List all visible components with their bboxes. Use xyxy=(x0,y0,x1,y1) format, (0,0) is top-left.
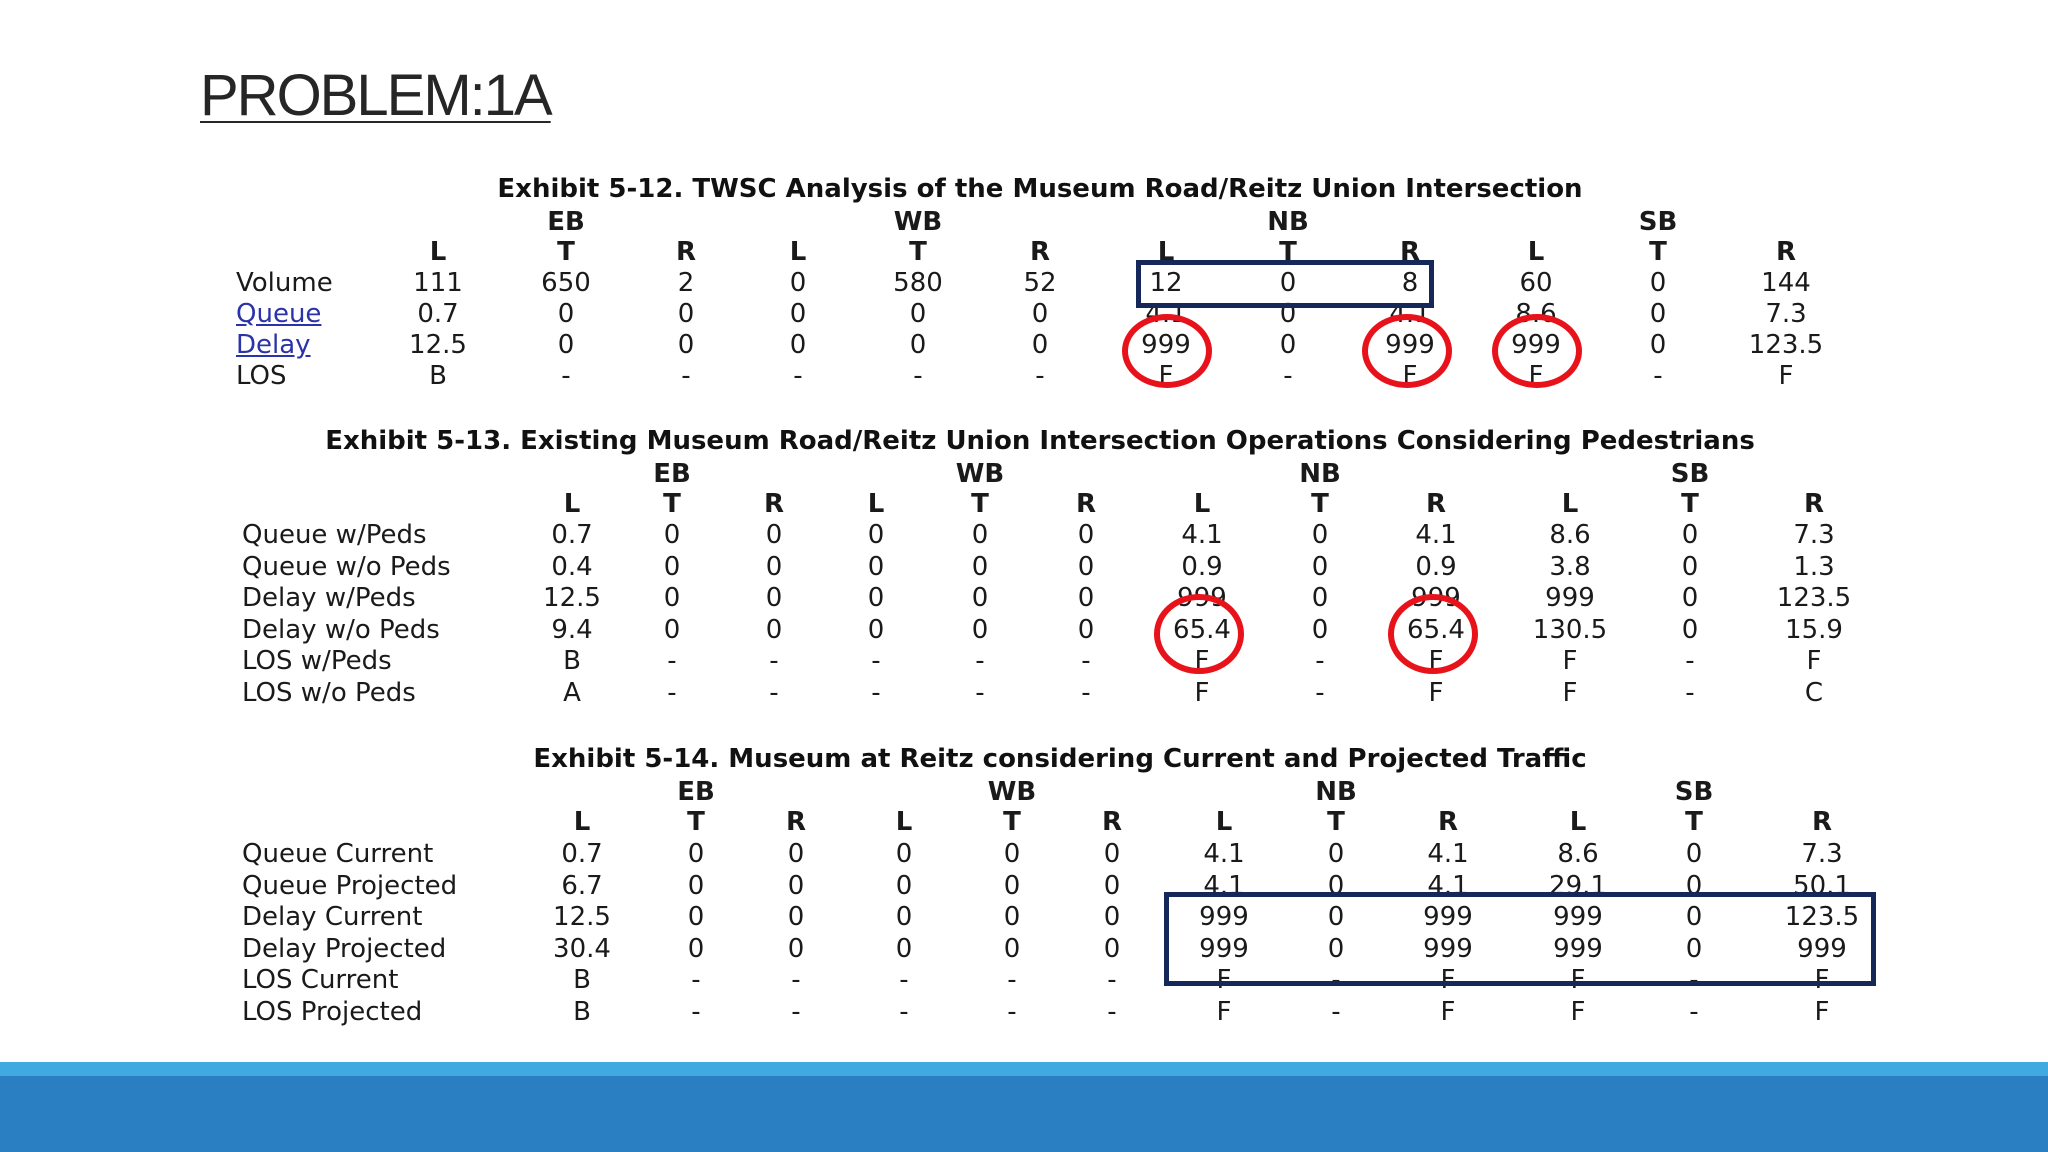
table-cell: 0 xyxy=(1077,551,1095,582)
row-label: Queue w/o Peds xyxy=(242,551,451,582)
movement-header: R xyxy=(1075,489,1097,519)
table-cell: 123.5 xyxy=(1748,330,1824,360)
movement-header: R xyxy=(763,489,785,519)
table-cell: - xyxy=(1331,997,1341,1027)
table-cell: 0 xyxy=(663,520,681,550)
table-cell: F xyxy=(1216,965,1232,996)
movement-header: R xyxy=(675,237,697,267)
table-cell: - xyxy=(1689,997,1699,1027)
table-cell: - xyxy=(1081,646,1091,677)
table-cell: 0 xyxy=(557,299,575,329)
table-cell: - xyxy=(913,361,923,391)
table-cell: 0 xyxy=(895,933,913,964)
footer-stripe xyxy=(0,1062,2048,1076)
table-cell: 999 xyxy=(1141,330,1191,360)
table-cell: 0 xyxy=(1311,614,1329,645)
nb-left-delay-wo-peds-highlight-ring xyxy=(1154,594,1244,674)
direction-header: EB xyxy=(653,459,691,489)
table-cell: 0 xyxy=(1681,583,1699,614)
table-cell: 4.1 xyxy=(1415,520,1457,550)
table-cell: 999 xyxy=(1423,933,1473,964)
table-cell: 29.1 xyxy=(1549,870,1607,901)
table-cell: F xyxy=(1814,965,1830,996)
table-cell: 0 xyxy=(1649,268,1667,298)
direction-header: EB xyxy=(677,777,715,807)
table-cell: 0 xyxy=(787,870,805,901)
table-cell: 15.9 xyxy=(1785,614,1843,645)
table-cell: B xyxy=(429,361,447,391)
table-cell: 0 xyxy=(765,520,783,550)
row-label: Volume xyxy=(236,268,333,298)
movement-header: R xyxy=(1437,807,1459,837)
table-cell: - xyxy=(691,997,701,1027)
table-cell: - xyxy=(1107,965,1117,996)
table-cell: 999 xyxy=(1797,933,1847,964)
direction-header: WB xyxy=(893,207,943,237)
table-cell: 999 xyxy=(1553,902,1603,933)
nb-right-delay-highlight-ring xyxy=(1362,314,1452,388)
table-cell: 999 xyxy=(1511,330,1561,360)
table-cell: 0 xyxy=(677,299,695,329)
table-cell: - xyxy=(791,965,801,996)
table-cell: C xyxy=(1804,678,1824,708)
table-cell: 0.7 xyxy=(551,520,593,550)
table-cell: 0 xyxy=(1003,902,1021,933)
table-cell: 4.1 xyxy=(1203,870,1245,901)
movement-header: L xyxy=(1527,237,1545,267)
table-cell: - xyxy=(1283,361,1293,391)
table-cell: 0.4 xyxy=(551,551,593,582)
table-cell: 4.1 xyxy=(1427,870,1469,901)
table-cell: 50.1 xyxy=(1793,870,1851,901)
table-cell: - xyxy=(1685,646,1695,677)
slide-title: PROBLEM:1A xyxy=(200,63,551,128)
table-cell: 0 xyxy=(1103,839,1121,869)
movement-header: R xyxy=(785,807,807,837)
table-cell: 0 xyxy=(1681,614,1699,645)
table-cell: - xyxy=(667,646,677,677)
movement-header: T xyxy=(687,807,705,837)
table-cell: - xyxy=(975,678,985,708)
table-cell: 0 xyxy=(1327,933,1345,964)
table-cell: 0 xyxy=(787,902,805,933)
table-cell: 7.3 xyxy=(1801,839,1843,869)
table-cell: 0 xyxy=(663,583,681,614)
table-cell: 999 xyxy=(1411,583,1461,614)
row-label: Queue Projected xyxy=(242,870,458,901)
movement-header: T xyxy=(1685,807,1703,837)
table-cell: F xyxy=(1570,997,1586,1027)
direction-header: NB xyxy=(1315,777,1357,807)
table-cell: 0 xyxy=(895,839,913,869)
table-cell: B xyxy=(573,997,591,1027)
table-cell: 580 xyxy=(893,268,943,298)
movement-header: L xyxy=(895,807,913,837)
table-cell: - xyxy=(1685,678,1695,708)
table-cell: - xyxy=(1007,965,1017,996)
table-cell: 0 xyxy=(1327,902,1345,933)
table-cell: - xyxy=(975,646,985,677)
table-cell: - xyxy=(899,965,909,996)
table-cell: F xyxy=(1194,678,1210,708)
table-cell: 7.3 xyxy=(1765,299,1807,329)
movement-header: L xyxy=(1193,489,1211,519)
direction-header: SB xyxy=(1674,777,1714,807)
table-cell: F xyxy=(1402,361,1418,391)
table-cell: F xyxy=(1814,997,1830,1027)
table-cell: 0 xyxy=(687,870,705,901)
table-cell: 0 xyxy=(1685,870,1703,901)
table-cell: 7.3 xyxy=(1793,520,1835,550)
table-cell: F xyxy=(1562,646,1578,677)
table-cell: 0 xyxy=(663,614,681,645)
table-cell: 0 xyxy=(971,614,989,645)
movement-header: T xyxy=(1327,807,1345,837)
delay-nb-sb-highlight-box xyxy=(1164,892,1876,986)
direction-header: WB xyxy=(987,777,1037,807)
table-cell: - xyxy=(769,646,779,677)
table-cell: 0 xyxy=(1077,583,1095,614)
table-cell: 12.5 xyxy=(543,583,601,614)
row-label-link[interactable]: Queue xyxy=(236,299,322,329)
nb-volume-highlight-box xyxy=(1136,260,1434,308)
table-cell: 0 xyxy=(765,583,783,614)
movement-header: T xyxy=(1279,237,1297,267)
table-cell: 0 xyxy=(1279,330,1297,360)
table-cell: 0 xyxy=(1103,933,1121,964)
table-cell: 0 xyxy=(1103,902,1121,933)
table-cell: 0 xyxy=(867,520,885,550)
direction-header: SB xyxy=(1670,459,1710,489)
table-cell: 0 xyxy=(1327,839,1345,869)
table-cell: 123.5 xyxy=(1776,583,1852,614)
table-cell: 9.4 xyxy=(551,614,593,645)
table-cell: 0 xyxy=(677,330,695,360)
table-cell: F xyxy=(1440,997,1456,1027)
table-cell: 0 xyxy=(1077,520,1095,550)
table-cell: 8.6 xyxy=(1549,520,1591,550)
movement-header: T xyxy=(971,489,989,519)
table-cell: F xyxy=(1570,965,1586,996)
table-cell: 650 xyxy=(541,268,591,298)
table-cell: F xyxy=(1428,678,1444,708)
table-cell: 0 xyxy=(1311,520,1329,550)
table-cell: 0 xyxy=(971,520,989,550)
direction-header: WB xyxy=(955,459,1005,489)
movement-header: R xyxy=(1029,237,1051,267)
direction-header: NB xyxy=(1267,207,1309,237)
table-cell: 65.4 xyxy=(1173,614,1231,645)
table-cell: 0 xyxy=(687,902,705,933)
table-cell: - xyxy=(1007,997,1017,1027)
row-label: Delay Projected xyxy=(242,933,447,964)
movement-header: L xyxy=(789,237,807,267)
nb-right-delay-wo-peds-highlight-ring xyxy=(1388,594,1478,674)
movement-header: T xyxy=(1681,489,1699,519)
table-cell: 0 xyxy=(1003,839,1021,869)
direction-header: NB xyxy=(1299,459,1341,489)
table-cell: 6.7 xyxy=(561,870,603,901)
row-label-link[interactable]: Delay xyxy=(236,330,311,360)
movement-header: L xyxy=(867,489,885,519)
movement-header: T xyxy=(909,237,927,267)
table-cell: - xyxy=(1081,678,1091,708)
movement-header: L xyxy=(563,489,581,519)
table-cell: 4.1 xyxy=(1427,839,1469,869)
table-cell: 0 xyxy=(1279,268,1297,298)
movement-header: R xyxy=(1399,237,1421,267)
table-cell: 0 xyxy=(1681,520,1699,550)
table-cell: 0 xyxy=(1077,614,1095,645)
row-label: Delay Current xyxy=(242,902,423,933)
movement-header: T xyxy=(663,489,681,519)
table-cell: A xyxy=(563,678,581,708)
table-cell: 0.9 xyxy=(1415,551,1457,582)
table-cell: 0 xyxy=(687,933,705,964)
table-cell: 3.8 xyxy=(1549,551,1591,582)
sb-left-delay-highlight-ring xyxy=(1492,314,1582,388)
table-cell: 4.1 xyxy=(1203,839,1245,869)
movement-header: T xyxy=(1003,807,1021,837)
table-cell: F xyxy=(1158,361,1174,391)
table-cell: - xyxy=(1315,646,1325,677)
footer-bar xyxy=(0,1076,2048,1152)
table-cell: 0.9 xyxy=(1181,551,1223,582)
table-cell: - xyxy=(871,646,881,677)
movement-header: L xyxy=(1157,237,1175,267)
table-cell: - xyxy=(1331,965,1341,996)
table-cell: B xyxy=(563,646,581,677)
table-cell: 0 xyxy=(687,839,705,869)
table-cell: 0 xyxy=(1311,583,1329,614)
table-cell: - xyxy=(691,965,701,996)
table-cell: 0 xyxy=(1681,551,1699,582)
table-cell: 12.5 xyxy=(553,902,611,933)
table-cell: 12.5 xyxy=(409,330,467,360)
table-cell: 0 xyxy=(1685,839,1703,869)
exhibit-title: Exhibit 5-13. Existing Museum Road/Reitz Union Intersection Operations Considering Pedestrians xyxy=(325,426,1755,456)
table-cell: 0 xyxy=(1685,933,1703,964)
table-cell: 0 xyxy=(765,614,783,645)
movement-header: R xyxy=(1425,489,1447,519)
table-cell: 4.1 xyxy=(1389,299,1431,329)
table-cell: - xyxy=(1315,678,1325,708)
nb-left-delay-highlight-ring xyxy=(1122,314,1212,388)
movement-header: R xyxy=(1101,807,1123,837)
table-cell: 12 xyxy=(1149,268,1183,298)
table-cell: 1.3 xyxy=(1793,551,1835,582)
table-cell: 8.6 xyxy=(1557,839,1599,869)
table-cell: F xyxy=(1440,965,1456,996)
direction-header: SB xyxy=(1638,207,1678,237)
table-cell: 4.1 xyxy=(1181,520,1223,550)
table-cell: 111 xyxy=(413,268,463,298)
table-cell: B xyxy=(573,965,591,996)
exhibit-title: Exhibit 5-12. TWSC Analysis of the Museum Road/Reitz Union Intersection xyxy=(497,174,1583,204)
table-cell: F xyxy=(1806,646,1822,677)
table-cell: - xyxy=(871,678,881,708)
row-label: Delay w/o Peds xyxy=(242,614,440,645)
table-cell: 0 xyxy=(557,330,575,360)
table-cell: 0 xyxy=(1311,551,1329,582)
table-cell: - xyxy=(793,361,803,391)
table-cell: - xyxy=(561,361,571,391)
table-cell: 999 xyxy=(1199,933,1249,964)
table-cell: 60 xyxy=(1519,268,1553,298)
movement-header: L xyxy=(1569,807,1587,837)
movement-header: L xyxy=(1561,489,1579,519)
table-cell: 0 xyxy=(1649,299,1667,329)
table-cell: 0 xyxy=(909,330,927,360)
table-cell: 999 xyxy=(1545,583,1595,614)
table-cell: - xyxy=(791,997,801,1027)
table-cell: - xyxy=(1035,361,1045,391)
row-label: Delay w/Peds xyxy=(242,583,416,614)
movement-header: T xyxy=(1649,237,1667,267)
table-cell: 0 xyxy=(1103,870,1121,901)
table-cell: F xyxy=(1778,361,1794,391)
table-cell: F xyxy=(1528,361,1544,391)
table-cell: 0 xyxy=(789,268,807,298)
table-cell: F xyxy=(1216,997,1232,1027)
table-cell: F xyxy=(1194,646,1210,677)
table-cell: 0.7 xyxy=(561,839,603,869)
movement-header: T xyxy=(557,237,575,267)
table-cell: 0 xyxy=(867,614,885,645)
table-cell: 999 xyxy=(1423,902,1473,933)
table-cell: 0 xyxy=(1685,902,1703,933)
table-cell: 0 xyxy=(1031,330,1049,360)
table-cell: 0 xyxy=(787,933,805,964)
table-cell: 8 xyxy=(1401,268,1419,298)
table-cell: 0 xyxy=(1003,933,1021,964)
table-cell: F xyxy=(1562,678,1578,708)
table-cell: 2 xyxy=(677,268,695,298)
movement-header: L xyxy=(1215,807,1233,837)
row-label: LOS Projected xyxy=(242,997,423,1027)
table-cell: 30.4 xyxy=(553,933,611,964)
movement-header: R xyxy=(1775,237,1797,267)
table-cell: 0 xyxy=(787,839,805,869)
table-cell: 130.5 xyxy=(1532,614,1608,645)
table-cell: 0 xyxy=(971,583,989,614)
table-cell: - xyxy=(681,361,691,391)
table-cell: 123.5 xyxy=(1784,902,1860,933)
movement-header: L xyxy=(573,807,591,837)
table-cell: 0 xyxy=(663,551,681,582)
table-cell: 0 xyxy=(971,551,989,582)
row-label: LOS xyxy=(236,361,287,391)
movement-header: T xyxy=(1311,489,1329,519)
row-label: Queue Current xyxy=(242,839,434,869)
table-cell: 0 xyxy=(867,551,885,582)
table-cell: - xyxy=(1653,361,1663,391)
movement-header: R xyxy=(1811,807,1833,837)
table-cell: 0.7 xyxy=(417,299,459,329)
table-cell: 52 xyxy=(1023,268,1057,298)
table-cell: 0 xyxy=(895,870,913,901)
table-cell: 0 xyxy=(789,299,807,329)
movement-header: R xyxy=(1803,489,1825,519)
table-cell: 0 xyxy=(867,583,885,614)
table-cell: 0 xyxy=(1279,299,1297,329)
table-cell: 8.6 xyxy=(1515,299,1557,329)
table-cell: 0 xyxy=(789,330,807,360)
table-cell: F xyxy=(1428,646,1444,677)
table-cell: 999 xyxy=(1199,902,1249,933)
table-cell: 999 xyxy=(1553,933,1603,964)
table-cell: 999 xyxy=(1385,330,1435,360)
table-cell: 0 xyxy=(909,299,927,329)
table-cell: 0 xyxy=(1003,870,1021,901)
table-cell: 0 xyxy=(1649,330,1667,360)
table-cell: 65.4 xyxy=(1407,614,1465,645)
row-label: LOS Current xyxy=(242,965,399,996)
table-cell: 4.1 xyxy=(1145,299,1187,329)
table-cell: 999 xyxy=(1177,583,1227,614)
table-cell: 0 xyxy=(895,902,913,933)
row-label: LOS w/Peds xyxy=(242,646,392,677)
table-cell: 0 xyxy=(1031,299,1049,329)
table-cell: - xyxy=(1689,965,1699,996)
table-cell: - xyxy=(899,997,909,1027)
table-cell: - xyxy=(1107,997,1117,1027)
row-label: LOS w/o Peds xyxy=(242,678,416,708)
table-cell: 0 xyxy=(1327,870,1345,901)
direction-header: EB xyxy=(547,207,585,237)
table-cell: - xyxy=(667,678,677,708)
table-cell: 0 xyxy=(765,551,783,582)
row-label: Queue w/Peds xyxy=(242,520,427,550)
movement-header: L xyxy=(429,237,447,267)
table-cell: 144 xyxy=(1761,268,1811,298)
table-cell: - xyxy=(769,678,779,708)
exhibit-title: Exhibit 5-14. Museum at Reitz considering Current and Projected Traffic xyxy=(533,744,1587,774)
